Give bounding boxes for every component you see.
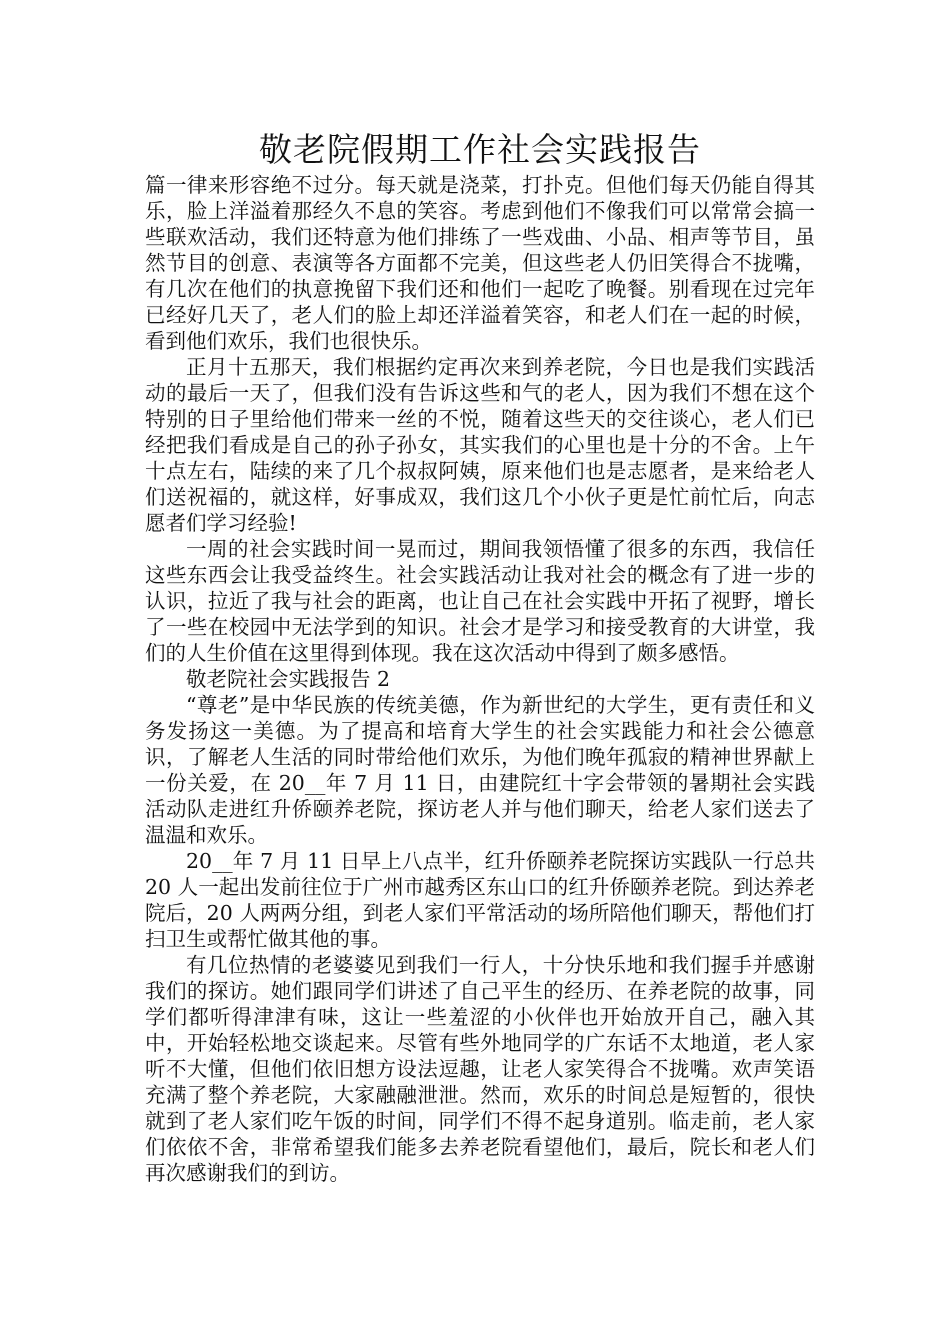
section-heading: 敬老院社会实践报告 2 [186, 667, 391, 691]
paragraph-4: “尊老”是中华民族的传统美德，作为新世纪的大学生，更有责任和义务发扬这一美德。为了提高和培育大学生的社会实践能力和社会公德意识，了解老人生活的同时带给他们欢乐，为他们晚年孤寂的精神世界献上一份关爱，在 20__年 7 月 11 日，由建院红十字会带领的暑期社会实践活动队走进红升侨颐养老院，探访老人并与他们聊天，给老人家们送去了温温和欢乐。 [145, 693, 815, 847]
paragraph-1: 篇一律来形容绝不过分。每天就是浇菜，打扑克。但他们每天仍能自得其乐，脸上洋溢着那经久不息的笑容。考虑到他们不像我们可以常常会搞一些联欢活动，我们还特意为他们排练了一些戏曲、小品、相声等节目，虽然节目的创意、表演等各方面都不完美，但这些老人仍旧笑得合不拢嘴，有几次在他们的执意挽留下我们还和他们一起吃了晚餐。别看现在过完年已经好几天了，老人们的脸上却还洋溢着笑容，和老人们在一起的时候，看到他们欢乐，我们也很快乐。 [145, 173, 815, 353]
paragraph-5: 20__年 7 月 11 日早上八点半，红升侨颐养老院探访实践队一行总共 20 人一起出发前往位于广州市越秀区东山口的红升侨颐养老院。到达养老院后，20 人两两分组，到老人家们平常活动的场所陪他们聊天，帮他们打扫卫生或帮忙做其他的事。 [145, 849, 815, 951]
document-page [145, 128, 815, 1186]
paragraph-3: 一周的社会实践时间一晃而过，期间我领悟懂了很多的东西，我信任这些东西会让我受益终生。社会实践活动让我对社会的概念有了进一步的认识，拉近了我与社会的距离，也让自己在社会实践中开拓了视野，增长了一些在校园中无法学到的知识。社会才是学习和接受教育的大讲堂，我们的人生价值在这里得到体现。我在这次活动中得到了颇多感悟。 [145, 537, 815, 665]
paragraph-2: 正月十五那天，我们根据约定再次来到养老院，今日也是我们实践活动的最后一天了，但我们没有告诉这些和气的老人，因为我们不想在这个特别的日子里给他们带来一丝的不悦，随着这些天的交往谈心，老人们已经把我们看成是自己的孙子孙女，其实我们的心里也是十分的不舍。上午十点左右，陆续的来了几个叔叔阿姨，原来他们也是志愿者，是来给老人们送祝福的，就这样，好事成双，我们这几个小伙子更是忙前忙后，向志愿者们学习经验! [145, 355, 815, 535]
paragraph-6: 有几位热情的老婆婆见到我们一行人，十分快乐地和我们握手并感谢我们的探访。她们跟同学们讲述了自己平生的经历、在养老院的故事，同学们都听得津津有味，这让一些羞涩的小伙伴也开始放开自己，融入其中，开始轻松地交谈起来。尽管有些外地同学的广东话不太地道，老人家听不大懂，但他们依旧想方设法逗趣，让老人家笑得合不拢嘴。欢声笑语充满了整个养老院，大家融融泄泄。然而，欢乐的时间总是短暂的，很快就到了老人家们吃午饭的时间，同学们不得不起身道别。临走前，老人家们依依不舍，非常希望我们能多去养老院看望他们，最后，院长和老人们再次感谢我们的到访。 [145, 953, 815, 1185]
document-title: 敬老院假期工作社会实践报告 [259, 130, 701, 169]
